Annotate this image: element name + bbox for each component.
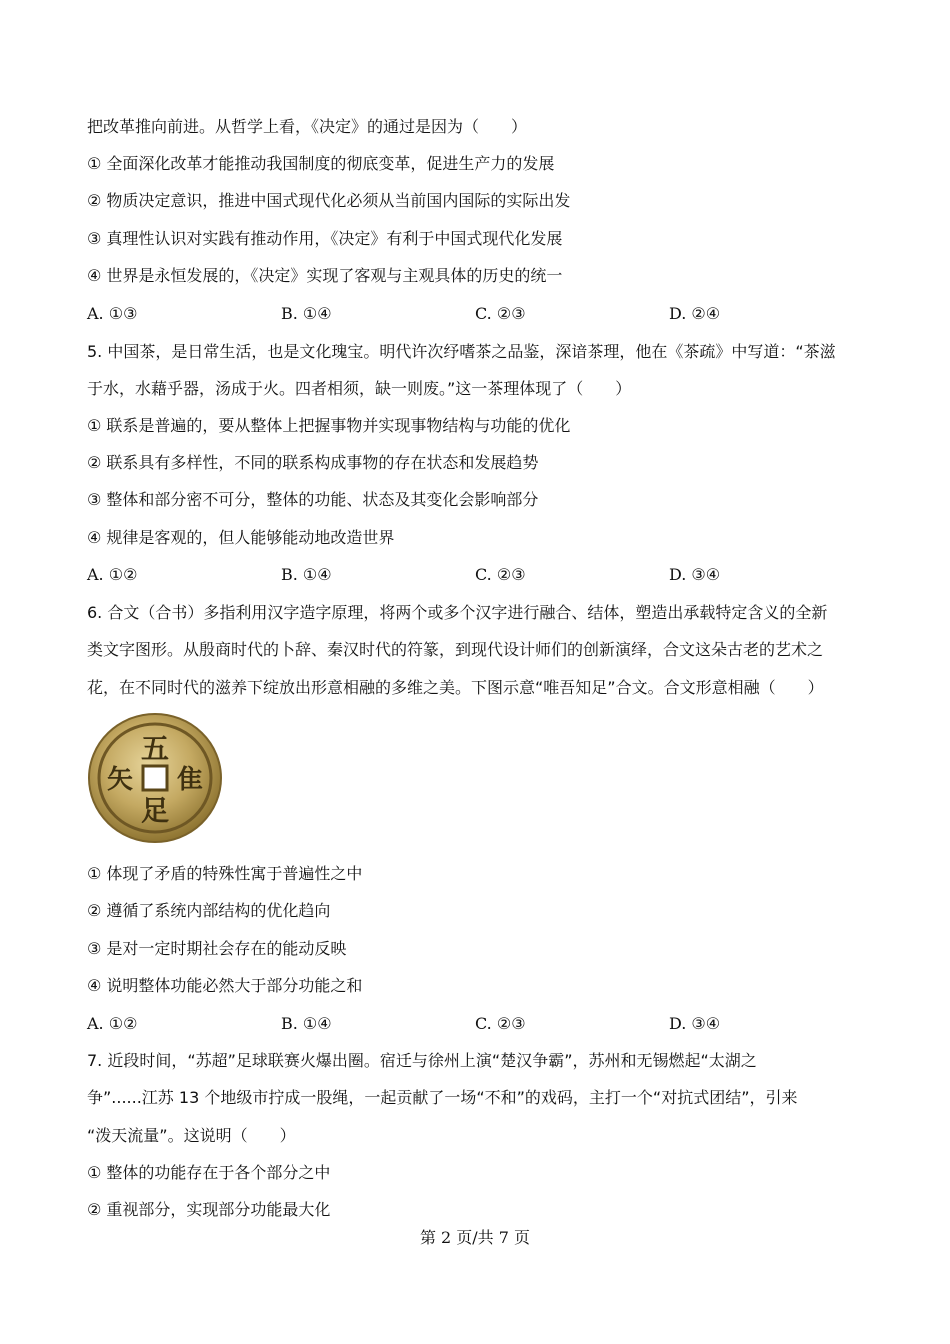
q5-item-2: ② 联系具有多样性，不同的联系构成事物的存在状态和发展趋势: [87, 453, 539, 472]
q7-item-2: ② 重视部分，实现部分功能最大化: [87, 1200, 331, 1219]
coin-char-left: 矢: [106, 765, 134, 795]
q6-item-1: ① 体现了矛盾的特殊性寓于普遍性之中: [87, 864, 363, 883]
q6-option-b[interactable]: B. ①④: [281, 1014, 332, 1033]
q5-option-d[interactable]: D. ③④: [669, 565, 721, 584]
q7-stem-line-2: 争”......江苏 13 个地级市拧成一股绳，一起贡献了一场“不和”的戏码，主打一个“对抗式团结”，引来: [87, 1088, 798, 1107]
q4-stem-tail: 把改革推向前进。从哲学上看，《决定》的通过是因为（ ）: [87, 117, 528, 136]
q6-option-c[interactable]: C. ②③: [475, 1014, 526, 1033]
coin-char-top: 五: [140, 732, 170, 765]
q5-stem-line-1: 5. 中国茶，是日常生活，也是文化瑰宝。明代许次纾嗜茶之品鉴，深谙茶理，他在《茶疏》中写道：“茶滋: [87, 342, 836, 361]
q5-option-b[interactable]: B. ①④: [281, 565, 332, 584]
hewen-coin-image: [87, 712, 223, 844]
q7-stem-line-1: 7. 近段时间，“苏超”足球联赛火爆出圈。宿迁与徐州上演“楚汉争霸”，苏州和无锡燃起“太湖之: [87, 1051, 757, 1070]
q6-stem-line-3: 花，在不同时代的滋养下绽放出形意相融的多维之美。下图示意“唯吾知足”合文。合文形意相融（ ）: [87, 678, 824, 697]
q5-item-1: ① 联系是普遍的，要从整体上把握事物并实现事物结构与功能的优化: [87, 416, 571, 435]
q6-option-a[interactable]: A. ①②: [87, 1014, 138, 1033]
q6-item-2: ② 遵循了系统内部结构的优化趋向: [87, 901, 331, 920]
q4-option-d[interactable]: D. ②④: [669, 304, 721, 323]
q5-option-a[interactable]: A. ①②: [87, 565, 138, 584]
q4-option-c[interactable]: C. ②③: [475, 304, 526, 323]
q6-option-d[interactable]: D. ③④: [669, 1014, 721, 1033]
coin-char-right: 隹: [176, 765, 204, 795]
q5-item-3: ③ 整体和部分密不可分，整体的功能、状态及其变化会影响部分: [87, 490, 539, 509]
q4-item-4: ④ 世界是永恒发展的，《决定》实现了客观与主观具体的历史的统一: [87, 266, 563, 285]
q4-item-3: ③ 真理性认识对实践有推动作用，《决定》有利于中国式现代化发展: [87, 229, 563, 248]
q5-stem-line-2: 于水，水藉乎器，汤成于火。四者相须，缺一则废。”这一茶理体现了（ ）: [87, 379, 632, 398]
q7-item-1: ① 整体的功能存在于各个部分之中: [87, 1163, 331, 1182]
q4-item-1: ① 全面深化改革才能推动我国制度的彻底变革，促进生产力的发展: [87, 154, 555, 173]
q6-stem-line-2: 类文字图形。从殷商时代的卜辞、秦汉时代的符篆，到现代设计师们的创新演绎，合文这朵古老的艺术之: [87, 640, 824, 659]
q6-item-4: ④ 说明整体功能必然大于部分功能之和: [87, 976, 363, 995]
q5-option-c[interactable]: C. ②③: [475, 565, 526, 584]
q6-item-3: ③ 是对一定时期社会存在的能动反映: [87, 939, 347, 958]
q7-stem-line-3: “泼天流量”。这说明（ ）: [87, 1126, 296, 1145]
q6-stem-line-1: 6. 合文（合书）多指利用汉字造字原理，将两个或多个汉字进行融合、结体，塑造出承载特定含义的全新: [87, 603, 828, 622]
page-number-footer: 第 2 页/共 7 页: [419, 1228, 531, 1247]
q4-item-2: ② 物质决定意识，推进中国式现代化必须从当前国内国际的实际出发: [87, 191, 571, 210]
q4-option-a[interactable]: A. ①③: [87, 304, 138, 323]
coin-char-bottom: 足: [140, 794, 170, 827]
q4-option-b[interactable]: B. ①④: [281, 304, 332, 323]
q5-item-4: ④ 规律是客观的，但人能够能动地改造世界: [87, 528, 395, 547]
